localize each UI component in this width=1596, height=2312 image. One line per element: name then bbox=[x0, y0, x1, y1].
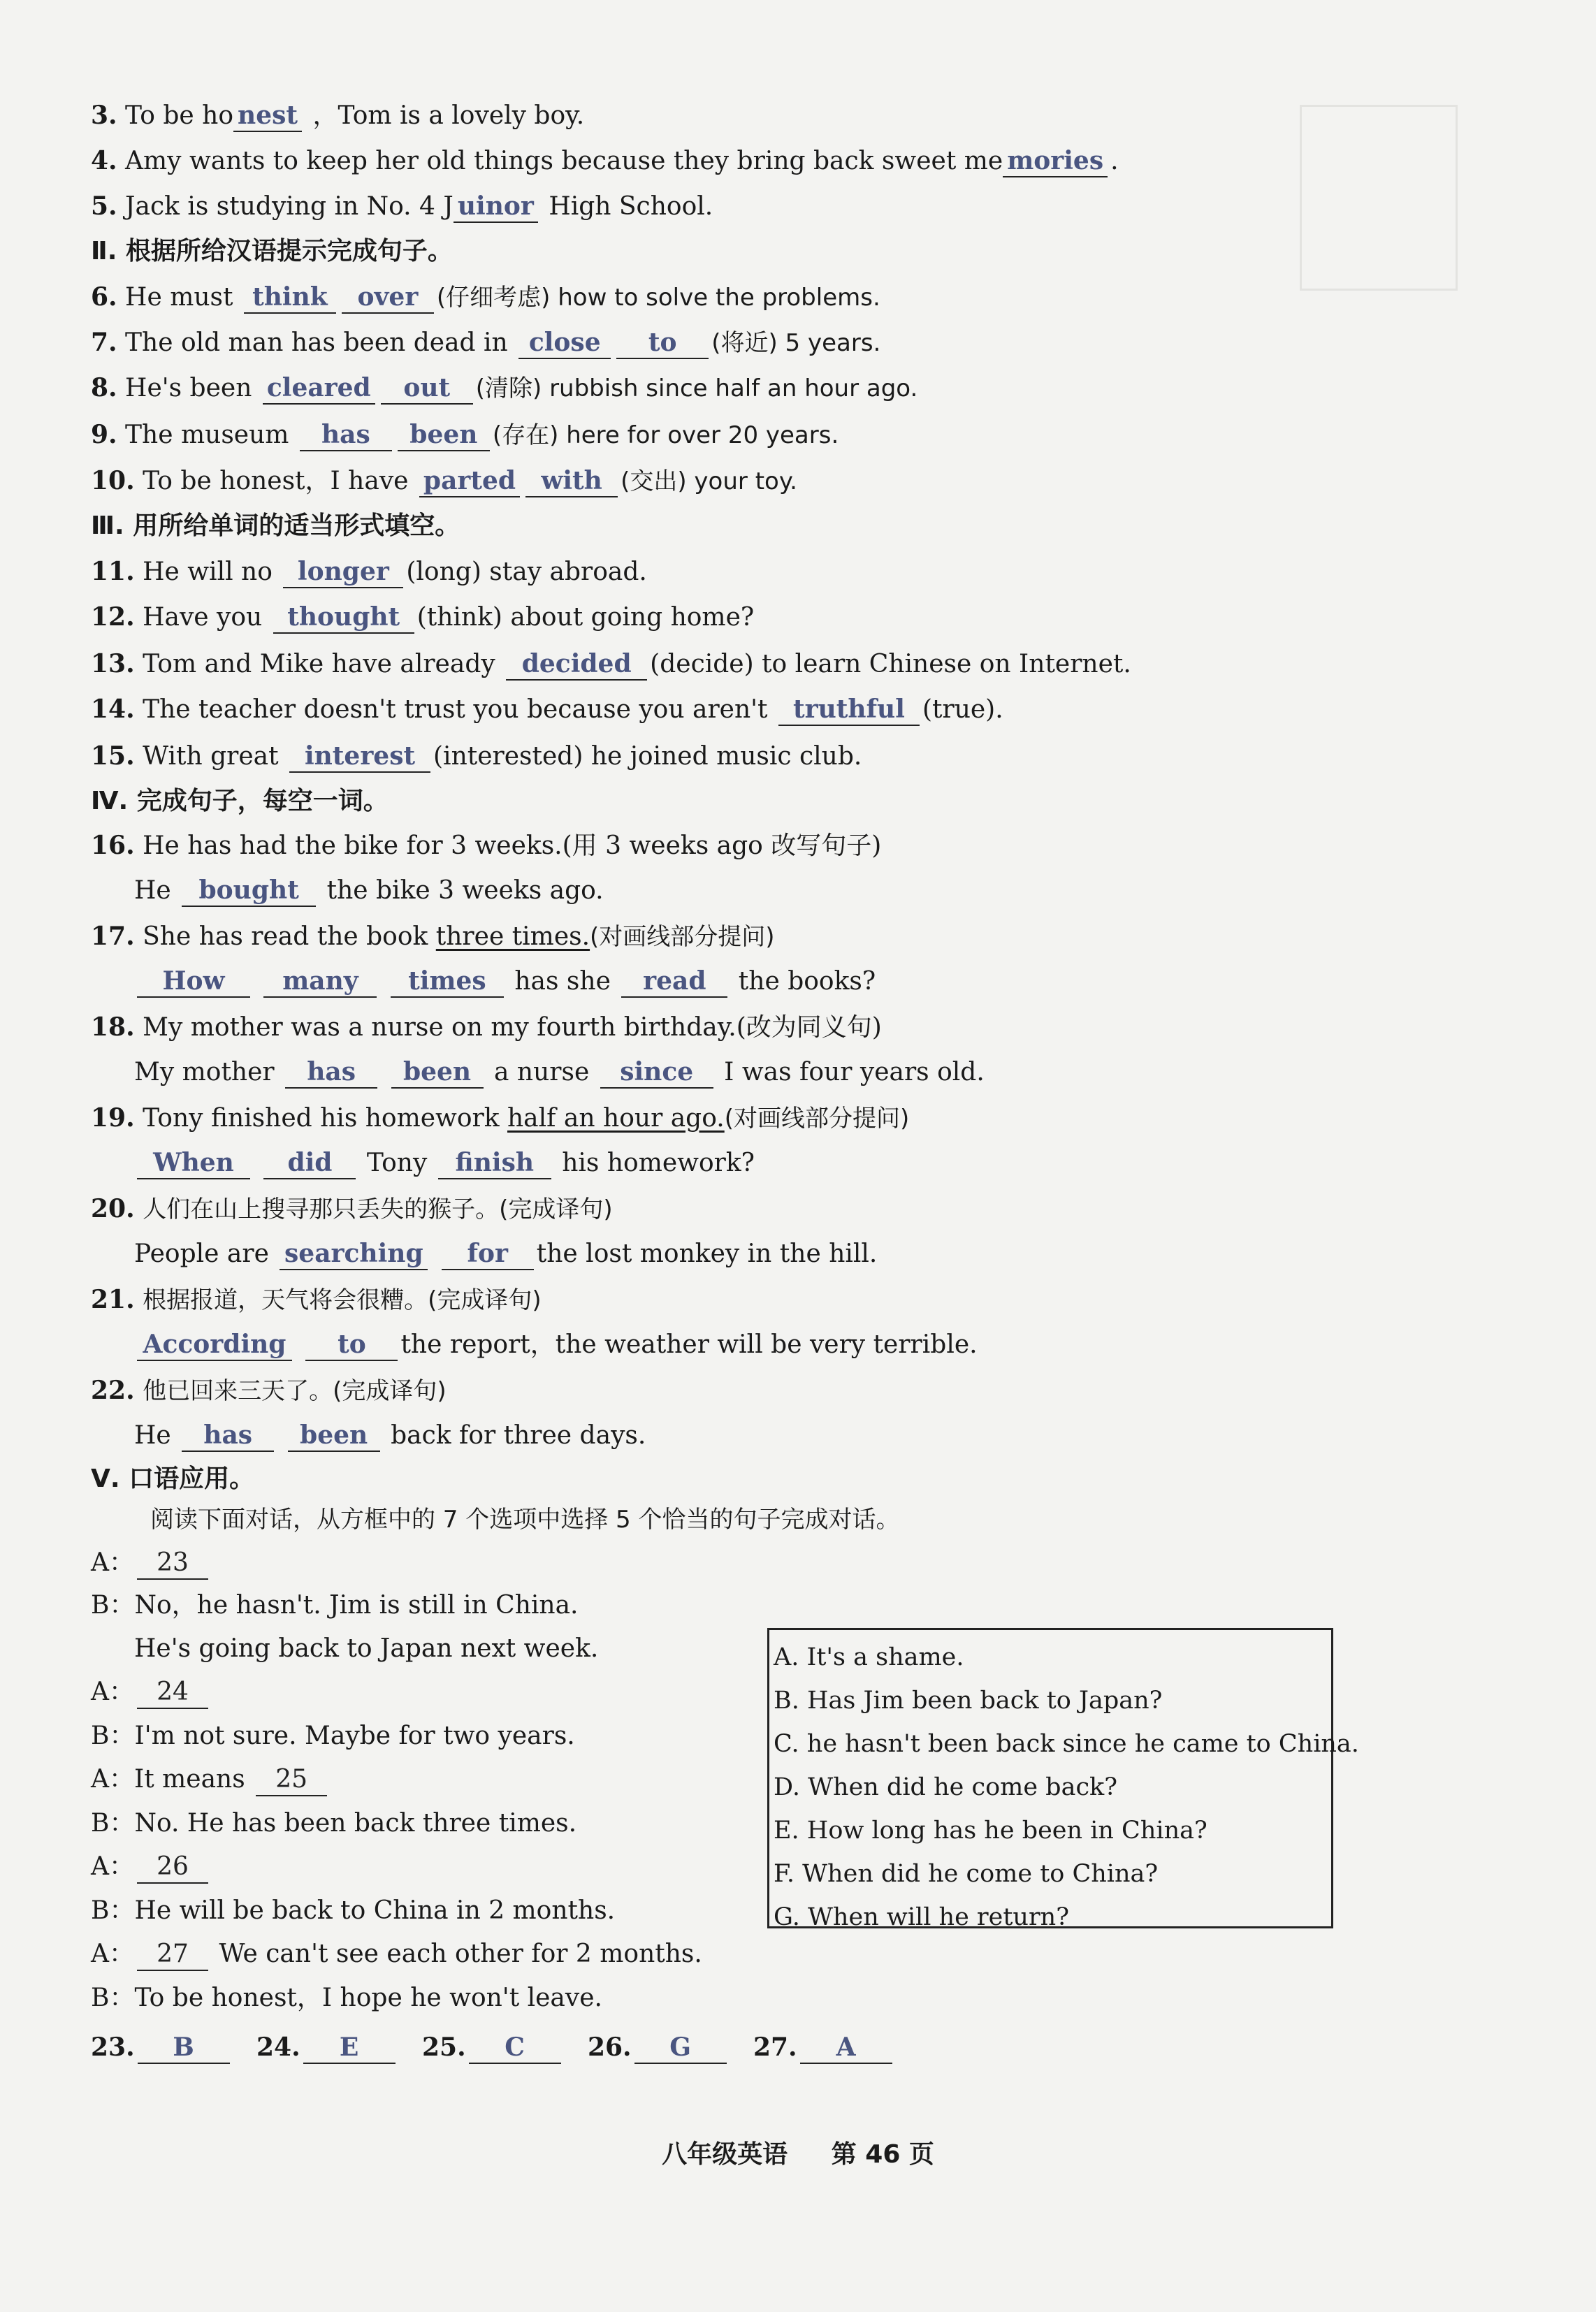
dialog-line-10: A： 27 We can't see each other for 2 months. bbox=[91, 1937, 702, 1972]
question-19-answer: When did Tony finish his homework? bbox=[134, 1146, 755, 1181]
dialog-line-6: A：It means 25 bbox=[91, 1762, 330, 1797]
option-b: B. Has Jim been back to Japan? bbox=[774, 1687, 1163, 1715]
options-box bbox=[767, 1628, 1359, 1931]
dialog-line-9: B：He will be back to China in 2 months. bbox=[91, 1896, 616, 1925]
question-13: 13. Tom and Mike have already decided (decide) to learn Chinese on Internet. bbox=[91, 646, 1131, 682]
question-17: 17. She has read the book three times.(对画线部分提问) bbox=[91, 922, 775, 951]
question-16-answer: He bought the bike 3 weeks ago. bbox=[134, 873, 604, 908]
dialog-line-1: A： 23 bbox=[91, 1546, 211, 1580]
question-20: 20. 人们在山上搜寻那只丢失的猴子。(完成译句) bbox=[91, 1194, 613, 1223]
section-4-heading: Ⅳ. 完成句子，每空一词。 bbox=[91, 787, 389, 815]
question-16: 16. He has had the bike for 3 weeks.(用 3 weeks ago 改写句子) bbox=[91, 831, 882, 860]
question-12: 12. Have you thought (think) about going home? bbox=[91, 599, 754, 635]
section-3-heading: Ⅲ. 用所给单词的适当形式填空。 bbox=[91, 511, 460, 540]
dialog-line-8: A： 26 bbox=[91, 1849, 211, 1884]
question-17-answer: How many times has she read the books? bbox=[134, 964, 876, 999]
section-5-heading: Ⅴ. 口语应用。 bbox=[91, 1464, 255, 1493]
page-footer bbox=[0, 2135, 1596, 2170]
section-5-instructions: 阅读下面对话，从方框中的 7 个选项中选择 5 个恰当的句子完成对话。 bbox=[150, 1506, 900, 1534]
option-f: F. When did he come to China? bbox=[774, 1860, 1159, 1888]
question-6: 6. He must think over (仔细考虑) how to solve the problems. bbox=[91, 279, 880, 315]
question-8: 8. He's been cleared out (清除) rubbish since half an hour ago. bbox=[91, 370, 917, 406]
question-21: 21. 根据报道，天气将会很糟。(完成译句) bbox=[91, 1285, 542, 1314]
option-e: E. How long has he been in China? bbox=[774, 1817, 1207, 1845]
answer-blank: mories bbox=[1003, 145, 1108, 177]
answer-row: 23. B 24. E 25. C 26. G 27. A bbox=[91, 2030, 895, 2065]
question-5: 5. Jack is studying in No. 4 J uinor High School. bbox=[91, 189, 713, 224]
question-18-answer: My mother has been a nurse since I was four years old. bbox=[134, 1055, 985, 1090]
option-c: C. he hasn't been back since he came to China. bbox=[774, 1730, 1359, 1758]
dialog-line-3: He's going back to Japan next week. bbox=[134, 1634, 599, 1663]
dialog-line-7: B：No. He has been back three times. bbox=[91, 1809, 577, 1838]
question-22: 22. 他已回来三天了。(完成译句) bbox=[91, 1376, 447, 1405]
answer-blank: uinor bbox=[454, 191, 538, 223]
question-7: 7. The old man has been dead in close to (将近) 5 years. bbox=[91, 325, 880, 361]
question-21-answer: According to the report，the weather will be very terrible. bbox=[134, 1328, 978, 1362]
dialog-line-2: B：No，he hasn't. Jim is still in China. bbox=[91, 1591, 579, 1620]
question-11: 11. He will no longer (long) stay abroad. bbox=[91, 554, 647, 590]
dialog-line-4: A： 24 bbox=[91, 1675, 211, 1710]
answer-blank: nest bbox=[233, 100, 302, 132]
question-20-answer: People are searching for the lost monkey in the hill. bbox=[134, 1237, 877, 1272]
question-3: 3. To be ho nest ，Tom is a lovely boy. bbox=[91, 98, 584, 133]
option-a: A. It's a shame. bbox=[774, 1643, 964, 1671]
question-18: 18. My mother was a nurse on my fourth birthday.(改为同义句) bbox=[91, 1012, 882, 1042]
dialog-line-5: B：I'm not sure. Maybe for two years. bbox=[91, 1722, 575, 1750]
question-19: 19. Tony finished his homework half an hour ago.(对画线部分提问) bbox=[91, 1103, 910, 1133]
question-4: 4. Amy wants to keep her old things because they bring back sweet me mories . bbox=[91, 143, 1119, 179]
question-14: 14. The teacher doesn't trust you because you aren't truthful (true). bbox=[91, 692, 1003, 727]
question-22-answer: He has been back for three days. bbox=[134, 1418, 646, 1453]
option-d: D. When did he come back? bbox=[774, 1773, 1118, 1801]
question-10: 10. To be honest，I have parted with (交出) your toy. bbox=[91, 463, 797, 499]
bleed-through-stamp bbox=[1300, 105, 1458, 291]
dialog-line-11: B：To be honest，I hope he won't leave. bbox=[91, 1984, 602, 2012]
section-2-heading: Ⅱ. 根据所给汉语提示完成句子。 bbox=[91, 237, 453, 266]
question-9: 9. The museum has been (存在) here for over 20 years. bbox=[91, 417, 839, 453]
footer-grade: 八年级英语 bbox=[662, 2140, 788, 2169]
option-g: G. When will he return? bbox=[774, 1903, 1069, 1931]
page-number: 第 46 页 bbox=[831, 2140, 934, 2169]
question-15: 15. With great interest (interested) he joined music club. bbox=[91, 739, 862, 774]
